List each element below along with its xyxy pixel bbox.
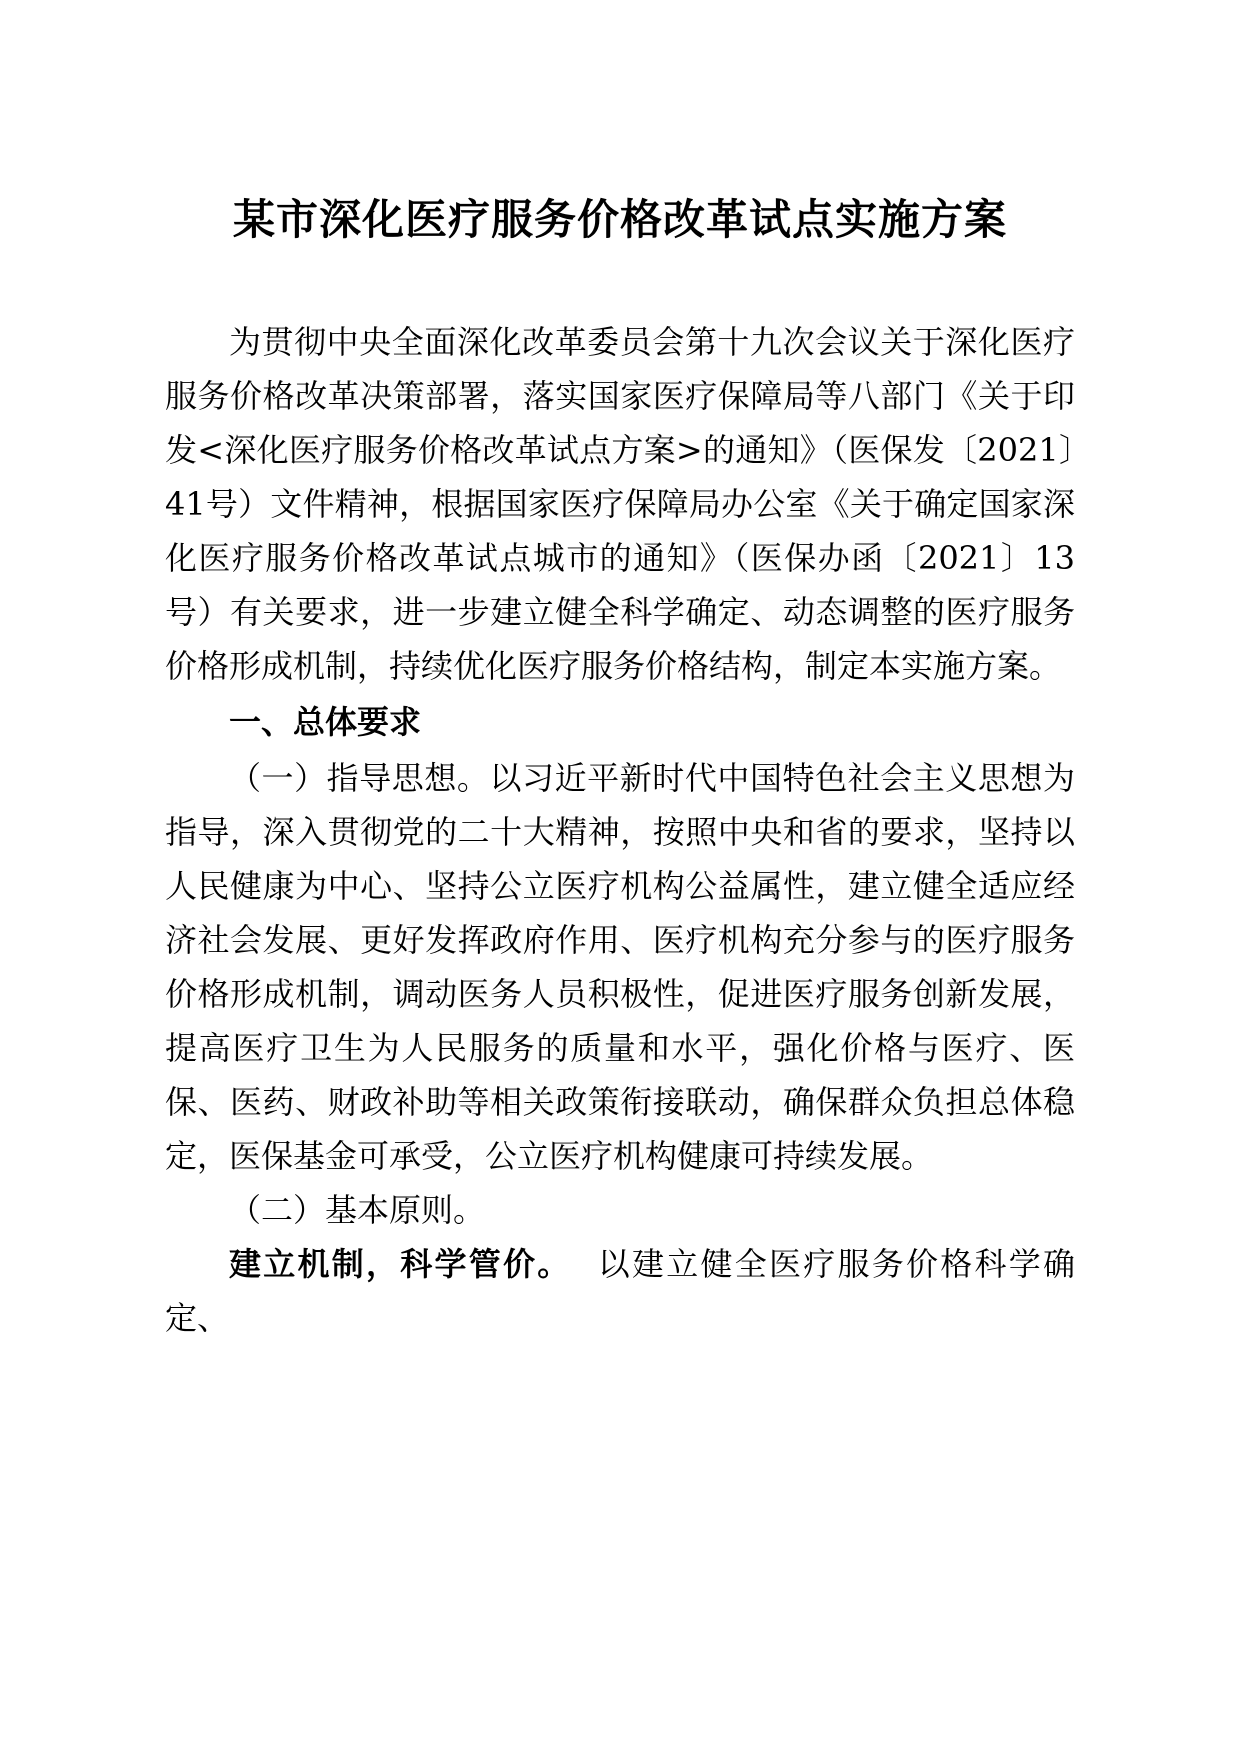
document-body [165,315,1075,1345]
principle-text: 以建立健全医疗服务价格科学确定、 [165,1245,1075,1337]
section-heading-general-requirements: 一、总体要求 [229,703,422,741]
basic-principles-paragraph: （二）基本原则。 [229,1191,486,1229]
principle-lead: 建立机制，科学管价。 [229,1245,572,1283]
guiding-ideology-paragraph: （一）指导思想。以习近平新时代中国特色社会主义思想为指导，深入贯彻党的二十大精神，按照中央和省的要求，坚持以人民健康为中心、坚持公立医疗机构公益属性，建立健全适应经济社会发展、更好发挥政府作用、医疗机构充分参与的医疗服务价格形成机制，调动医务人员积极性，促进医疗服务创新发展，提高医疗卫生为人民服务的质量和水平，强化价格与医疗、医保、医药、财政补助等相关政策衔接联动，确保群众负担总体稳定，医保基金可承受，公立医疗机构健康可持续发展。 [165,759,1075,1175]
document-title: 某市深化医疗服务价格改革试点实施方案 [232,195,1007,244]
intro-paragraph: 为贯彻中央全面深化改革委员会第十九次会议关于深化医疗服务价格改革决策部署，落实国家医疗保障局等八部门《关于印发<深化医疗服务价格改革试点方案>的通知》（医保发〔2021〕41号）文件精神，根据国家医疗保障局办公室《关于确定国家深化医疗服务价格改革试点城市的通知》（医保办函〔2021〕13号）有关要求，进一步建立健全科学确定、动态调整的医疗服务价格形成机制，持续优化医疗服务价格结构，制定本实施方案。 [165,323,1075,685]
principle-paragraph [165,1237,1075,1345]
